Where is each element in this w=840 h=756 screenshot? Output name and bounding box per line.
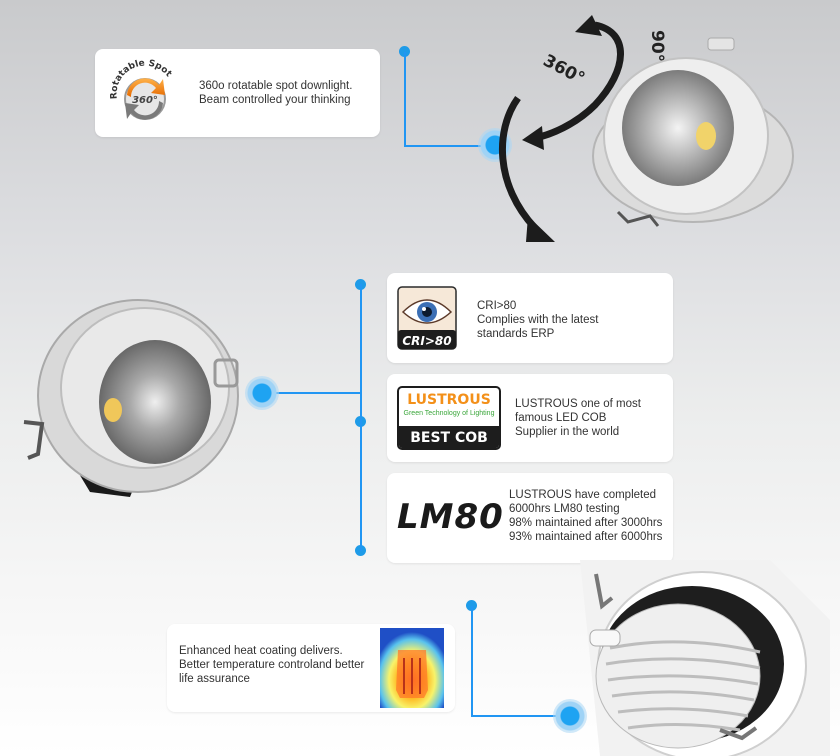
lustrous-line-1: LUSTROUS one of most (515, 398, 641, 410)
cri-line-2: Complies with the latest (477, 314, 599, 326)
connector-bigdot-left (245, 376, 279, 410)
lm80-logo: LM80 (397, 497, 504, 537)
connector-line-heat-h (471, 715, 561, 717)
connector-bigdot-bottom (553, 699, 587, 733)
cri-line-1: CRI>80 (477, 300, 517, 312)
thermal-image-icon (380, 628, 444, 708)
heat-description (179, 644, 364, 686)
heat-line-1: Enhanced heat coating delivers. (179, 645, 343, 657)
rotatable-spot-icon (107, 55, 179, 131)
rotatable-icon-title: Rotatable Spot (109, 58, 174, 100)
lm80-line-1: LUSTROUS have completed (509, 489, 657, 501)
downlight-product-left (20, 292, 245, 510)
lm80-line-3: 98% maintained after 3000hrs (509, 517, 663, 529)
connector-line-mid-v (360, 284, 362, 551)
cri-line-3: standards ERP (477, 328, 555, 340)
lustrous-feature-card (387, 374, 673, 462)
rotatable-feature-card (95, 49, 380, 137)
connector-line-top-v (404, 52, 406, 146)
heat-line-2: Better temperature controland better (179, 659, 365, 671)
cri-feature-card (387, 273, 673, 363)
downlight-product-top (588, 36, 798, 232)
downlight-product-back (560, 560, 832, 756)
rotatable-description (199, 79, 352, 107)
lm80-description (509, 488, 662, 544)
label-360: 360° (539, 50, 588, 90)
lm80-line-2: 6000hrs LM80 testing (509, 503, 620, 515)
rotatable-icon-degree: 360° (132, 95, 158, 106)
lustrous-description (515, 397, 641, 439)
lustrous-tagline: Green Technology of Lighting (403, 410, 495, 417)
eye-icon (397, 286, 457, 350)
lustrous-logo (397, 386, 501, 450)
heat-feature-card (167, 624, 455, 712)
cri-badge-text: CRI>80 (402, 334, 452, 348)
cri-description (477, 299, 598, 341)
lustrous-badge-text: BEST COB (399, 426, 499, 450)
lm80-feature-card (387, 473, 673, 563)
lustrous-line-3: Supplier in the world (515, 426, 620, 438)
lustrous-brand-text: LUSTROUS (407, 392, 491, 408)
rotatable-line-1: 360o rotatable spot downlight. (199, 80, 353, 92)
rotatable-line-2: Beam controlled your thinking (199, 94, 351, 106)
lm80-line-4: 93% maintained after 6000hrs (509, 531, 663, 543)
heat-line-3: life assurance (179, 673, 250, 685)
lustrous-line-2: famous LED COB (515, 412, 607, 424)
connector-line-heat-v (471, 606, 473, 717)
label-90: 90° (647, 30, 667, 63)
